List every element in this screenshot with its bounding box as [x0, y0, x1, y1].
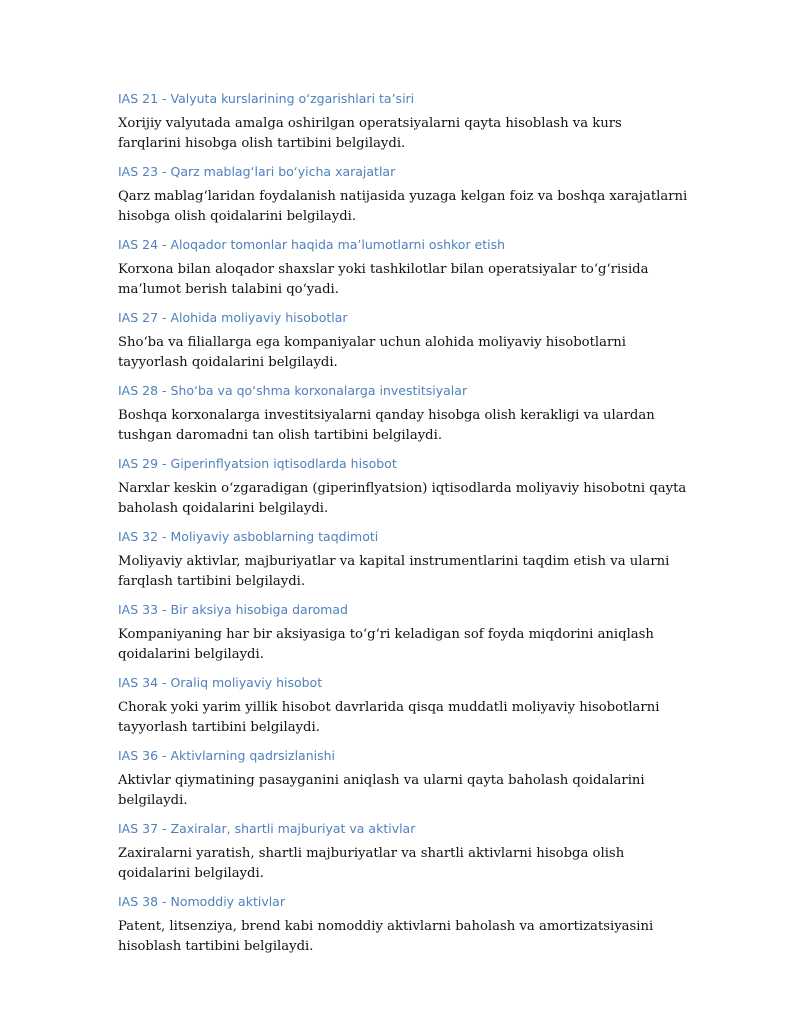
- section-heading: IAS 24 - Aloqador tomonlar haqida ma’lumotlarni oshkor etish: [118, 237, 506, 252]
- section-description: Moliyaviy aktivlar, majburiyatlar va kapital instrumentlarini taqdim etish va ularni farqlash tartibini belgilaydi.: [118, 554, 670, 589]
- section-ias-32: [118, 528, 688, 592]
- section-heading: IAS 38 - Nomoddiy aktivlar: [118, 894, 285, 909]
- section-ias-37: [118, 820, 688, 884]
- section-description: Chorak yoki yarim yillik hisobot davrlarida qisqa muddatli moliyaviy hisobotlarni tayyorlash tartibini belgilaydi.: [118, 700, 660, 735]
- section-heading: IAS 28 - Sho‘ba va qo‘shma korxonalarga investitsiyalar: [118, 383, 468, 398]
- section-ias-38: [118, 893, 688, 957]
- section-description: Zaxiralarni yaratish, shartli majburiyatlar va shartli aktivlarni hisobga olish qoidalarini belgilaydi.: [118, 846, 625, 881]
- section-ias-24: [118, 236, 688, 300]
- section-ias-28: [118, 382, 688, 446]
- section-heading: IAS 27 - Alohida moliyaviy hisobotlar: [118, 310, 348, 325]
- document-page: [118, 90, 688, 966]
- section-description: Aktivlar qiymatining pasayganini aniqlash va ularni qayta baholash qoidalarini belgilaydi.: [118, 773, 645, 808]
- section-ias-29: [118, 455, 688, 519]
- section-ias-23: [118, 163, 688, 227]
- section-ias-34: [118, 674, 688, 738]
- section-description: Qarz mablag‘laridan foydalanish natijasida yuzaga kelgan foiz va boshqa xarajatlarni hisobga olish qoidalarini belgilaydi.: [118, 189, 688, 224]
- section-description: Xorijiy valyutada amalga oshirilgan operatsiyalarni qayta hisoblash va kurs farqlarini hisobga olish tartibini belgilaydi.: [118, 116, 622, 151]
- section-ias-21: [118, 90, 688, 154]
- section-heading: IAS 29 - Giperinflyatsion iqtisodlarda hisobot: [118, 456, 397, 471]
- section-heading: IAS 36 - Aktivlarning qadrsizlanishi: [118, 748, 335, 763]
- section-ias-27: [118, 309, 688, 373]
- section-heading: IAS 33 - Bir aksiya hisobiga daromad: [118, 602, 348, 617]
- section-heading: IAS 32 - Moliyaviy asboblarning taqdimoti: [118, 529, 379, 544]
- section-description: Boshqa korxonalarga investitsiyalarni qanday hisobga olish kerakligi va ulardan tushgan daromadni tan olish tartibini belgilaydi.: [118, 408, 655, 443]
- section-description: Sho‘ba va filiallarga ega kompaniyalar uchun alohida moliyaviy hisobotlarni tayyorlash qoidalarini belgilaydi.: [118, 335, 626, 370]
- section-heading: IAS 34 - Oraliq moliyaviy hisobot: [118, 675, 323, 690]
- section-ias-36: [118, 747, 688, 811]
- section-description: Kompaniyaning har bir aksiyasiga to‘g‘ri keladigan sof foyda miqdorini aniqlash qoidalarini belgilaydi.: [118, 627, 654, 662]
- section-description: Korxona bilan aloqador shaxslar yoki tashkilotlar bilan operatsiyalar to‘g‘risida ma’lumot berish talabini qo‘yadi.: [118, 262, 649, 297]
- section-heading: IAS 21 - Valyuta kurslarining o‘zgarishlari ta’siri: [118, 91, 415, 106]
- section-heading: IAS 37 - Zaxiralar, shartli majburiyat va aktivlar: [118, 821, 416, 836]
- section-heading: IAS 23 - Qarz mablag‘lari bo‘yicha xarajatlar: [118, 164, 396, 179]
- section-description: Narxlar keskin o‘zgaradigan (giperinflyatsion) iqtisodlarda moliyaviy hisobotni qayta baholash qoidalarini belgilaydi.: [118, 481, 687, 516]
- section-ias-33: [118, 601, 688, 665]
- section-description: Patent, litsenziya, brend kabi nomoddiy aktivlarni baholash va amortizatsiyasini hisoblash tartibini belgilaydi.: [118, 919, 654, 954]
